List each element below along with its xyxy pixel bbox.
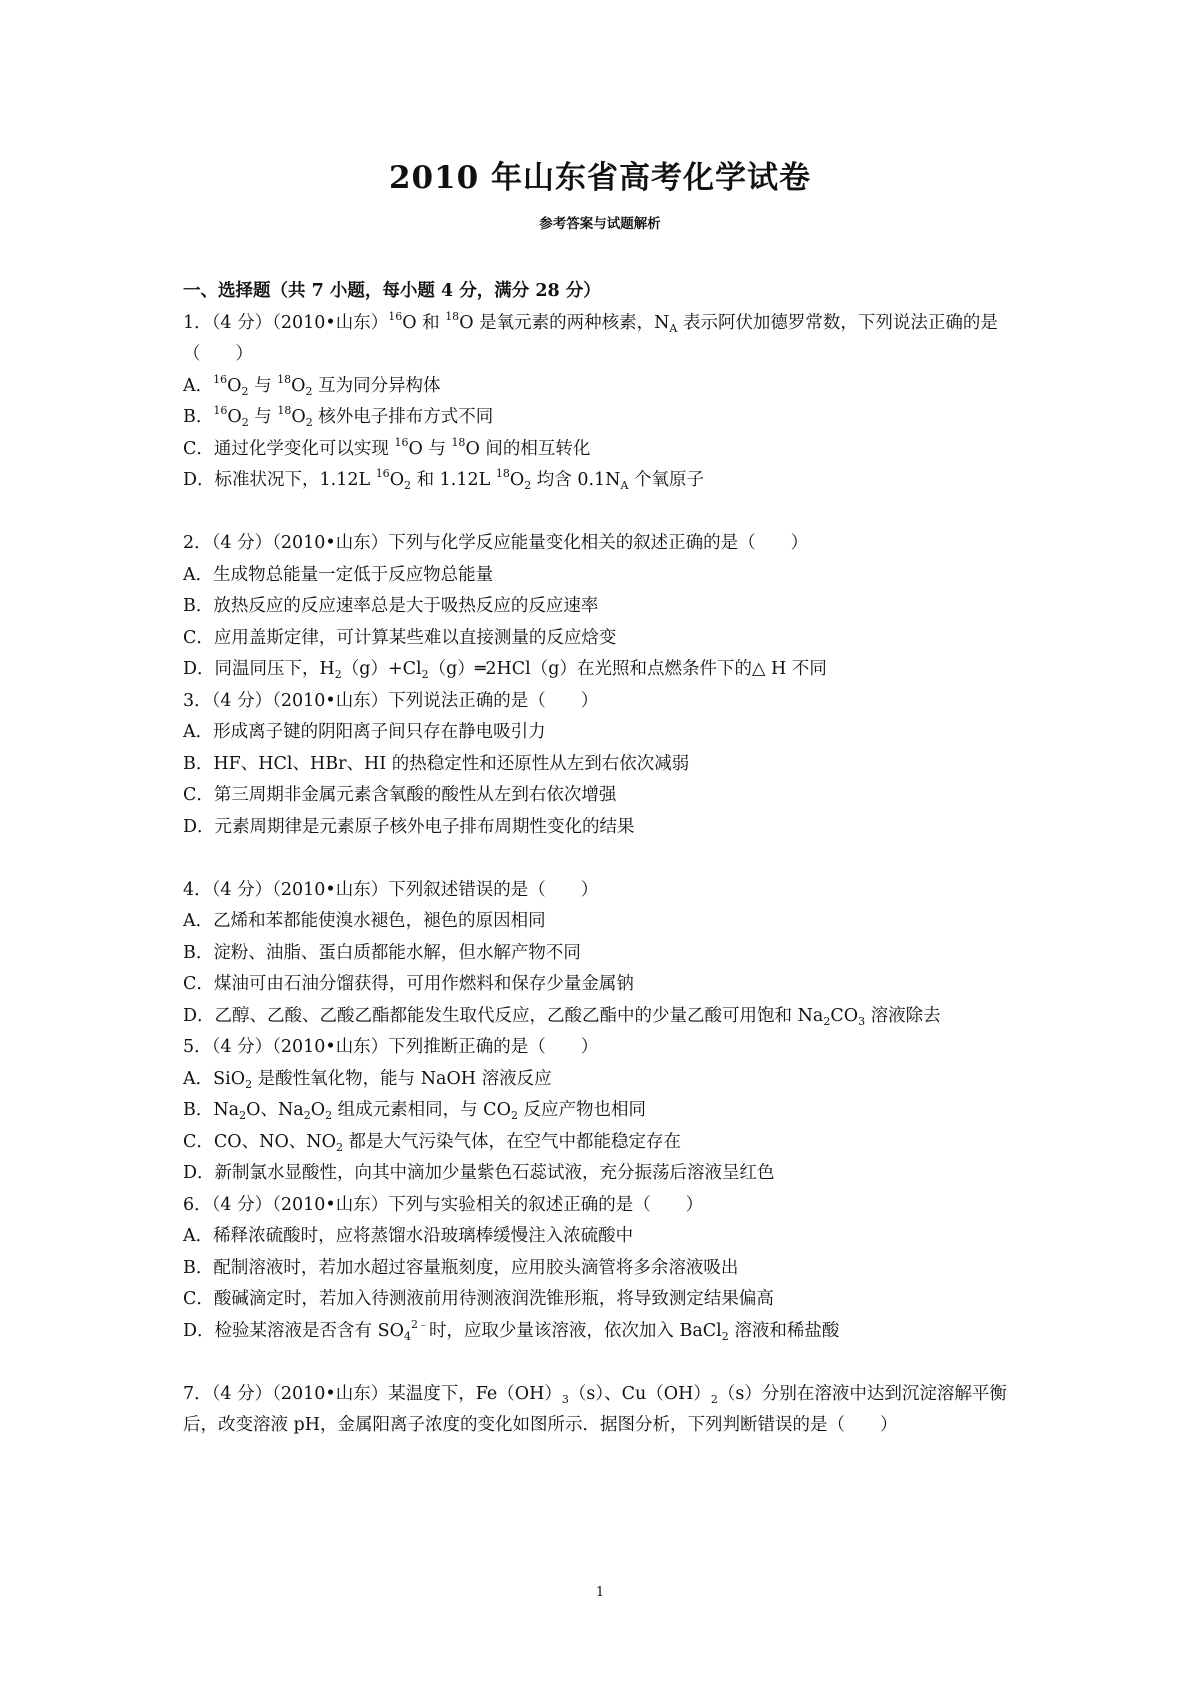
question-3-stem: 3．（4 分）（2010•山东）下列说法正确的是（ ）	[183, 690, 599, 711]
question-2-option-a: A．生成物总能量一定低于反应物总能量	[183, 564, 494, 585]
question-7	[183, 1379, 1033, 1442]
exam-subtitle: 参考答案与试题解析	[539, 216, 661, 232]
question-3-option-b: B．HF、HCl、HBr、HI 的热稳定性和还原性从左到右依次减弱	[183, 753, 690, 774]
question-5-option-d: D．新制氯水显酸性，向其中滴加少量紫色石蕊试液，充分振荡后溶液呈红色	[183, 1163, 775, 1183]
question-2-option-d: D．同温同压下，$H_2(g)+Cl_2(g)═2HCl(g)$在光照和点燃条件下的△ H 不同	[183, 659, 827, 681]
question-4-option-b: B．淀粉、油脂、蛋白质都能水解，但水解产物不同	[183, 942, 581, 963]
question-2-option-c: C．应用盖斯定律，可计算某些难以直接测量的反应焓变	[183, 627, 617, 648]
question-1-option-d: D．标准状况下，1.12L $^{16}O_2$ 和 1.12L $^{18}O_2$ 均含 $0.1N_A$ 个氧原子	[183, 467, 704, 492]
question-2	[183, 528, 1033, 686]
exam-title: 2010 年山东省高考化学试卷	[388, 160, 812, 196]
question-5-stem: 5．（4 分）（2010•山东）下列推断正确的是（ ）	[183, 1037, 599, 1057]
question-7-stem: 7．（4 分）（2010•山东）某温度下，$Fe(OH)_3(s)$、$Cu(OH)_2(s)$分别在溶液中达到沉淀溶解平衡后，改变溶液 pH，金属阳离子浓度的变化如图所示．据图分析，下列判断错误的是（ ）	[183, 1383, 1007, 1435]
question-1-stem: 1．（4 分）（2010•山东）$^{16}$O 和 $^{18}$O 是氧元素的两种核素，$N_A$ 表示阿伏加德罗常数，下列说法正确的是（ ）	[183, 309, 998, 364]
question-4-stem: 4．（4 分）（2010•山东）下列叙述错误的是（ ）	[183, 879, 599, 900]
question-6-option-a: A．稀释浓硫酸时，应将蒸馏水沿玻璃棒缓慢注入浓硫酸中	[183, 1226, 634, 1246]
question-2-stem: 2．（4 分）（2010•山东）下列与化学反应能量变化相关的叙述正确的是（ ）	[183, 533, 809, 553]
question-3	[183, 686, 1033, 844]
page-number: 1	[595, 1585, 605, 1600]
question-1-option-a: A．$^{16}O_2$ 与 $^{18}O_2$ 互为同分异构体	[183, 372, 441, 398]
question-1	[183, 308, 1033, 497]
question-5-option-c: C．CO、NO、$NO_2$ 都是大气污染气体，在空气中都能稳定存在	[183, 1131, 682, 1154]
question-6-option-d: D．检验某溶液是否含有 $SO_4^{2﹣}$时，应取少量该溶液，依次加入 BaCl$_2$ 溶液和稀盐酸	[183, 1317, 840, 1343]
question-2-option-b: B．放热反应的反应速率总是大于吸热反应的反应速率	[183, 596, 599, 616]
question-6-option-b: B．配制溶液时，若加水超过容量瓶刻度，应用胶头滴管将多余溶液吸出	[183, 1257, 739, 1278]
question-5	[183, 1032, 1033, 1190]
question-3-option-c: C．第三周期非金属元素含氧酸的酸性从左到右依次增强	[183, 785, 617, 805]
question-4	[183, 875, 1033, 1033]
question-5-option-a: A．SiO$_2$ 是酸性氧化物，能与 NaOH 溶液反应	[183, 1068, 552, 1091]
question-3-option-d: D．元素周期律是元素原子核外电子排布周期性变化的结果	[183, 816, 635, 837]
question-6-stem: 6．（4 分）（2010•山东）下列与实验相关的叙述正确的是（ ）	[183, 1194, 704, 1215]
question-3-option-a: A．形成离子键的阴阳离子间只存在静电吸引力	[183, 722, 546, 742]
question-4-option-a: A．乙烯和苯都能使溴水褪色，褪色的原因相同	[183, 911, 546, 931]
question-1-option-b: B．$^{16}O_2$ 与 $^{18}O_2$ 核外电子排布方式不同	[183, 404, 494, 429]
section-header: 一、选择题（共 7 小题，每小题 4 分，满分 28 分）	[183, 281, 601, 301]
question-6-option-c: C．酸碱滴定时，若加入待测液前用待测液润洗锥形瓶，将导致测定结果偏高	[183, 1289, 774, 1309]
question-1-option-c: C．通过化学变化可以实现 $^{16}$O 与 $^{18}$O 间的相互转化	[183, 435, 591, 459]
question-4-option-c: C．煤油可由石油分馏获得，可用作燃料和保存少量金属钠	[183, 974, 634, 994]
question-5-option-b: B．$Na_2O$、$Na_2O_2$ 组成元素相同，与 $CO_2$ 反应产物也相同	[183, 1100, 646, 1122]
question-4-option-d: D．乙醇、乙酸、乙酸乙酯都能发生取代反应，乙酸乙酯中的少量乙酸可用饱和 $Na_2CO_3$ 溶液除去	[183, 1005, 941, 1028]
exam-body	[183, 276, 1033, 1442]
question-6	[183, 1190, 1033, 1348]
